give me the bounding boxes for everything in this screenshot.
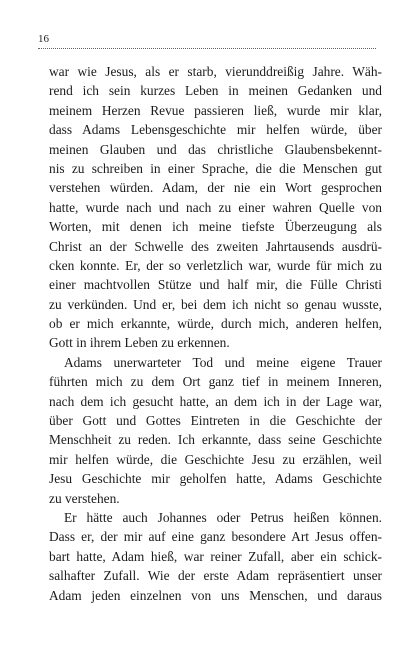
text-line: cken konnte. Er, der so verletzlich war, wurde für mich zu xyxy=(49,257,382,273)
text-line: Adam jeden einzelnen von uns Menschen, und daraus xyxy=(49,587,382,603)
text-line: war wie Jesus, als er starb, vierunddreißig Jahre. Wäh- xyxy=(49,64,382,79)
text-line: führten mich zu dem Ort ganz tief in meinem Inneren, xyxy=(49,374,382,390)
text-line: salhafter Zufall. Wie der erste Adam repräsentiert unser xyxy=(49,568,382,584)
text-line: bart hatte, Adam hieß, war reiner Zufall, aber ein schick- xyxy=(49,548,382,564)
text-line: zu verstehen. xyxy=(49,490,120,506)
text-line: Worten, mit denen ich meine tiefste Überzeugung als xyxy=(49,219,382,235)
text-line: nach dem ich gesucht hatte, an dem ich in der Lage war, xyxy=(49,393,382,409)
page-number: 16 xyxy=(38,33,49,45)
text-line: meinen Glauben und das christliche Glaubensbekennt- xyxy=(49,141,382,157)
text-line: mir helfen würde, die Geschichte Jesu zu erzählen, weil xyxy=(49,451,382,467)
text-line: zu verkünden. Und er, bei dem ich nicht so genau wusste, xyxy=(49,296,382,312)
text-line: Christ an der Schwelle des zweiten Jahrtausends ausdrü- xyxy=(49,238,382,254)
text-line: hatte, wurde nach und nach zu einer wahren Quelle von xyxy=(49,199,382,215)
text-line: meinem Herzen Revue passieren ließ, wurde mir klar, xyxy=(49,102,382,118)
text-line: verstehen würden. Adam, der nie ein Wort gesprochen xyxy=(49,180,382,196)
text-line: Jesu Geschichte mir geholfen hatte, Adams Geschichte xyxy=(49,471,382,487)
text-line: Menschheit zu reden. Ich erkannte, dass seine Geschichte xyxy=(49,432,382,448)
body-text xyxy=(49,62,382,605)
header-dotted-rule xyxy=(38,48,376,49)
text-line: Er hätte auch Johannes oder Petrus heißen können. xyxy=(64,509,382,525)
text-line: nis zu schreiben in einer Sprache, die die Menschen gut xyxy=(49,160,382,176)
text-line: einer machtvollen Stütze und half mir, die Fülle Christi xyxy=(49,277,382,293)
text-line: dass Adams Lebensgeschichte mir helfen würde, über xyxy=(49,122,382,138)
text-line: rend ich sein kurzes Leben in meinen Gedanken und xyxy=(49,83,382,99)
text-line: Gott in ihrem Leben zu erkennen. xyxy=(49,335,230,351)
text-line: Dass er, der mir auf eine ganz besondere Art Jesus offen- xyxy=(49,529,382,545)
text-line: ob er mich erkannte, würde, durch mich, anderen helfen, xyxy=(49,316,382,332)
text-line: Adams unerwarteter Tod und meine eigene Trauer xyxy=(64,354,382,370)
text-line: über Gott und Gottes Eintreten in die Geschichte der xyxy=(49,413,382,429)
